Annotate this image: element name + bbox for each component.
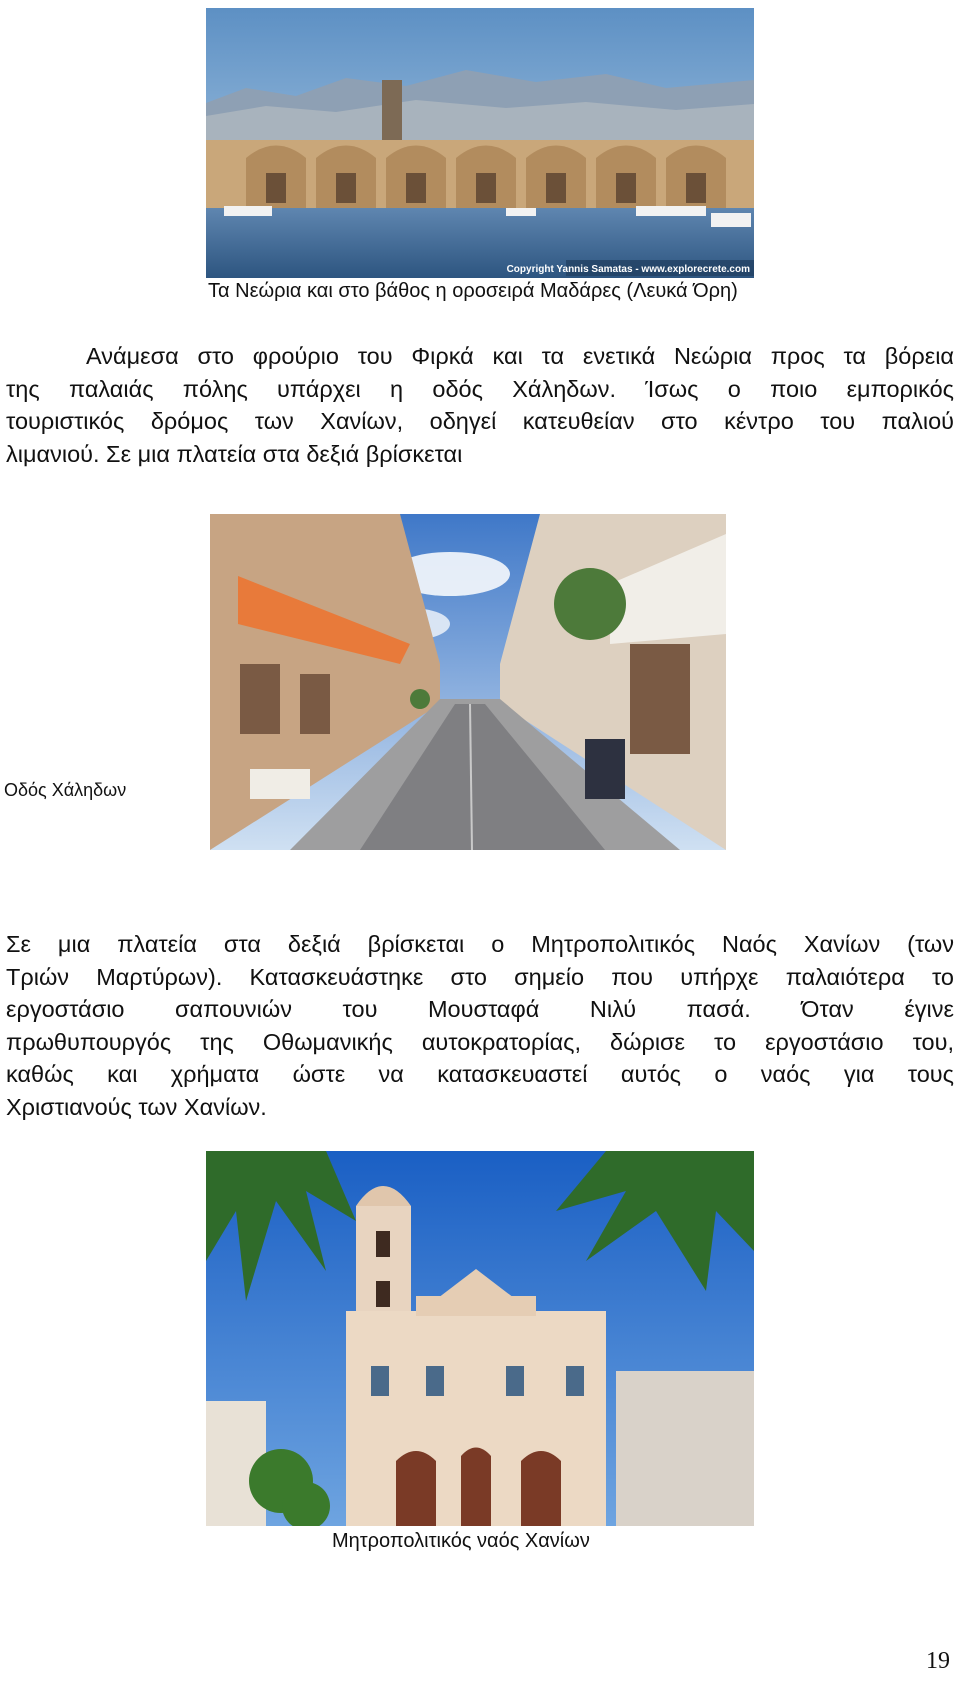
chalidon-street-photo bbox=[210, 514, 726, 850]
neoria-harbour-photo bbox=[206, 8, 754, 278]
figure-caption: Οδός Χάληδων bbox=[4, 780, 127, 800]
paragraph-line: καθώς και χρήματα ώστε να κατασκευαστεί αυτός ο ναός για τους bbox=[6, 1061, 954, 1087]
photo-watermark: Copyright Yannis Samatas - www.explorecrete.com bbox=[506, 264, 750, 275]
page-number: 19 bbox=[926, 1648, 950, 1674]
paragraph-line: λιμανιού. Σε μια πλατεία στα δεξιά βρίσκεται bbox=[6, 440, 463, 467]
paragraph-line: Ανάμεσα στο φρούριο του Φιρκά και τα ενετικά Νεώρια προς τα βόρεια bbox=[86, 343, 954, 369]
paragraph-line: τουριστικός δρόμος των Χανίων, οδηγεί κατευθείαν στο κέντρο του παλιού bbox=[6, 408, 954, 434]
paragraph-line: εργοστάσιο σαπουνιών του Μουσταφά Νιλύ πασά. Όταν έγινε bbox=[6, 996, 954, 1022]
paragraph-line: Χριστιανούς των Χανίων. bbox=[6, 1093, 267, 1120]
cathedral-photo bbox=[206, 1151, 754, 1526]
paragraph bbox=[6, 928, 954, 1123]
paragraph bbox=[6, 340, 954, 470]
figure-caption: Μητροπολιτικός ναός Χανίων bbox=[332, 1530, 590, 1552]
figure-caption: Τα Νεώρια και στο βάθος η οροσειρά Μαδάρες (Λευκά Όρη) bbox=[208, 280, 738, 302]
paragraph-line: Σε μια πλατεία στα δεξιά βρίσκεται ο Μητροπολιτικός Ναός Χανίων (των bbox=[6, 931, 954, 957]
paragraph-line: πρωθυπουργός της Οθωμανικής αυτοκρατορίας, δώρισε το εργοστάσιο του, bbox=[6, 1028, 954, 1055]
paragraph-line: της παλαιάς πόλης υπάρχει η οδός Χάληδων. Ίσως ο ποιο εμπορικός bbox=[6, 375, 954, 402]
paragraph-line: Τριών Μαρτύρων). Κατασκευάστηκε στο σημείο που υπήρχε παλαιότερα το bbox=[6, 963, 954, 990]
